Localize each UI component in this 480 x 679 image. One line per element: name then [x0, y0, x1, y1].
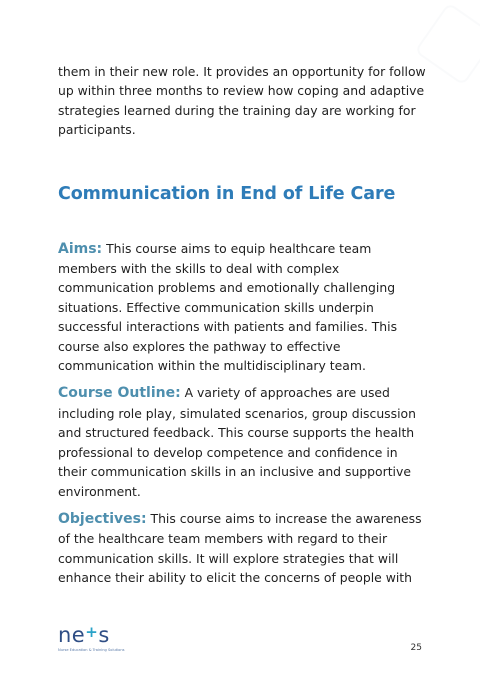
aims-label: Aims: [58, 240, 103, 257]
logo-text-post: s [98, 623, 110, 647]
course-outline-paragraph [58, 383, 426, 500]
section-title: Communication in End of Life Care [58, 183, 396, 204]
page-content [58, 62, 426, 588]
page-number: 25 [410, 643, 422, 653]
objectives-label: Objectives: [58, 510, 147, 527]
aims-paragraph [58, 239, 426, 376]
course-outline-text: A variety of approaches are used including role play, simulated scenarios, group discussion and structured feedback. This course supports the health professional to develop competence and confidence in their communication skills in an inclusive and supportive environment. [58, 385, 416, 499]
aims-text: This course aims to equip healthcare team members with the skills to deal with complex communication problems and emotionally challenging situations. Effective communication skills underpin successful interactions with patients and families. This course also explores the pathway to effective communication within the multidisciplinary team. [58, 240, 398, 374]
logo-text-pre: ne [58, 623, 86, 647]
course-outline-label: Course Outline: [58, 385, 181, 402]
objectives-text: This course aims to increase the awareness of the healthcare team members with regard to their communication skills. It will explore strategies that will enhance their ability to elicit the concerns of people with [58, 510, 422, 586]
objectives-paragraph [58, 509, 426, 588]
logo-wordmark [58, 624, 110, 648]
nets-logo [58, 624, 154, 658]
intro-paragraph: them in their new role. It provides an opportunity for follow up within three months to review how coping and adaptive strategies learned during the training day are working for participants. [58, 64, 426, 138]
logo-plus-icon: + [85, 623, 99, 641]
logo-tagline: Nurse Education & Training Solutions [58, 648, 125, 652]
